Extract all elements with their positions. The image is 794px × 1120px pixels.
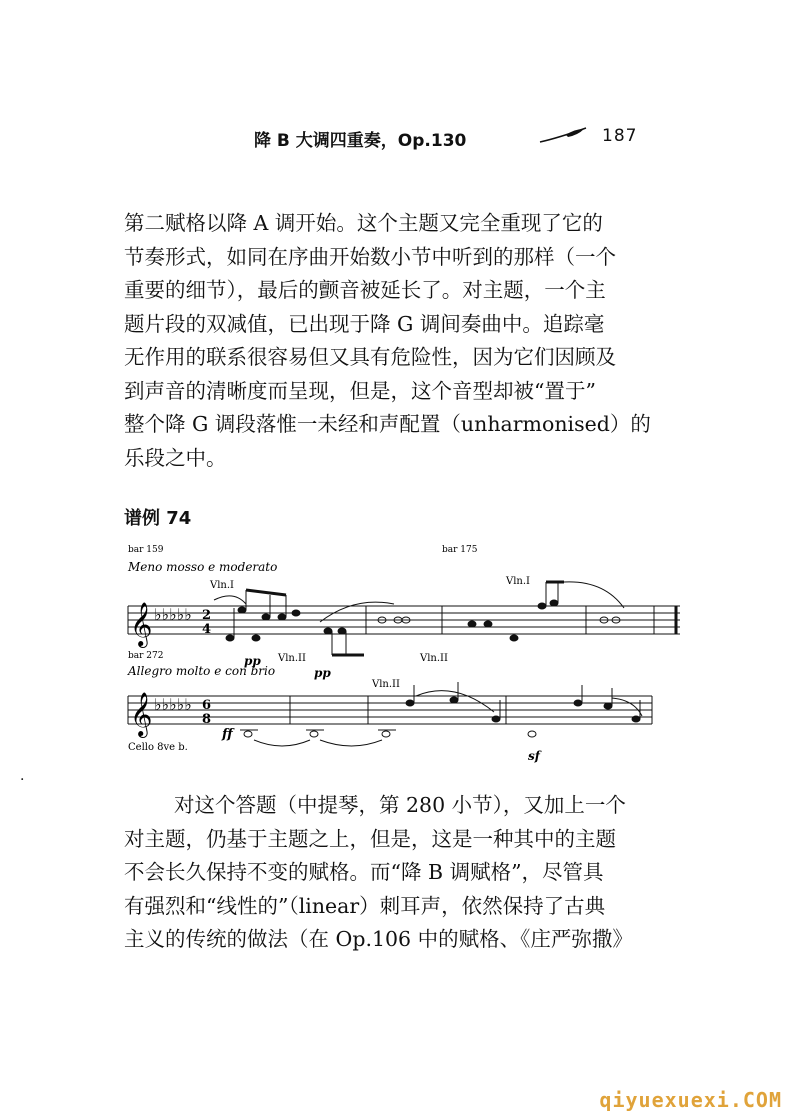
bar-number: bar 159 [128,545,164,555]
instrument-label: Vln.I [506,576,530,587]
text-line: 不会长久保持不变的赋格。而“降 B 调赋格”，尽管具 [124,860,604,884]
bar-number: bar 175 [442,545,478,555]
time-signature: 4 [202,622,212,637]
notes-system-1 [226,582,620,655]
text-line: 无作用的联系很容易但又具有危险性，因为它们因顾及 [124,345,616,369]
text-line: 重要的细节），最后的颤音被延长了。对主题，一个主 [124,278,606,302]
treble-clef-icon: 𝄞 [130,602,153,646]
slur [564,582,624,608]
text-line: 整个降 G 调段落惟一未经和声配置（unharmonised）的 [124,412,651,436]
text-line: 对主题，仍基于主题之上，但是，这是一种其中的主题 [124,826,616,851]
time-signature: 2 [202,608,212,623]
tie [320,740,382,746]
paragraph-1 [124,207,684,475]
text-line: 乐段之中。 [124,445,227,470]
dynamic-marking: pp [244,654,261,668]
stray-dot: · [20,772,25,788]
instrument-label: Vln.II [372,679,400,690]
dynamic-marking: sf [528,749,540,763]
slur [320,602,394,622]
site-watermark: qiyuexuexi.COM [599,1088,782,1112]
text-line: 对这个答题（中提琴，第 280 小节），又加上一个 [174,793,626,817]
tie [254,740,310,746]
time-signature: 6 [202,698,212,713]
dynamic-marking: ff [222,727,233,742]
page-number: 187 [602,126,638,146]
instrument-label: Vln.II [420,653,448,664]
tie [380,740,404,747]
paragraph-2 [124,789,684,957]
quill-ornament-icon [538,126,588,146]
bar-number: bar 272 [128,651,164,661]
tempo-marking: Meno mosso e moderato [128,560,278,574]
example-label: 谱例 74 [124,508,192,529]
text-line: 到声音的清晰度而呈现，但是，这个音型却被“置于” [124,378,596,403]
running-header [254,124,674,154]
text-line: 有强烈和“线性的”（linear）刺耳声，依然保持了古典 [124,893,606,918]
time-signature: 8 [202,712,212,727]
text-line: 主义的传统的做法（在 Op.106 中的赋格、《庄严弥撒》 [124,927,633,951]
text-line: 题片段的双减值，已出现于降 G 调间奏曲中。追踪毫 [124,311,605,336]
tempo-marking: Allegro molto e con brio [128,664,276,678]
text-line: 第二赋格以降 A 调开始。这个主题又完全重现了它的 [124,211,603,235]
score-footnote: Cello 8ve b. [128,742,188,753]
instrument-label: Vln.II [278,653,306,664]
music-score [124,540,684,770]
header-title: 降 B 大调四重奏，Op.130 [254,131,467,151]
instrument-label: Vln.I [210,580,234,591]
slur [214,596,246,604]
dynamic-marking: pp [314,666,331,680]
key-signature: ♭♭♭♭♭ [154,695,192,714]
text-line: 节奏形式，如同在序曲开始数小节中听到的那样（一个 [124,244,616,269]
key-signature: ♭♭♭♭♭ [154,605,192,624]
treble-clef-icon: 𝄞 [130,692,153,736]
slur [612,698,642,716]
